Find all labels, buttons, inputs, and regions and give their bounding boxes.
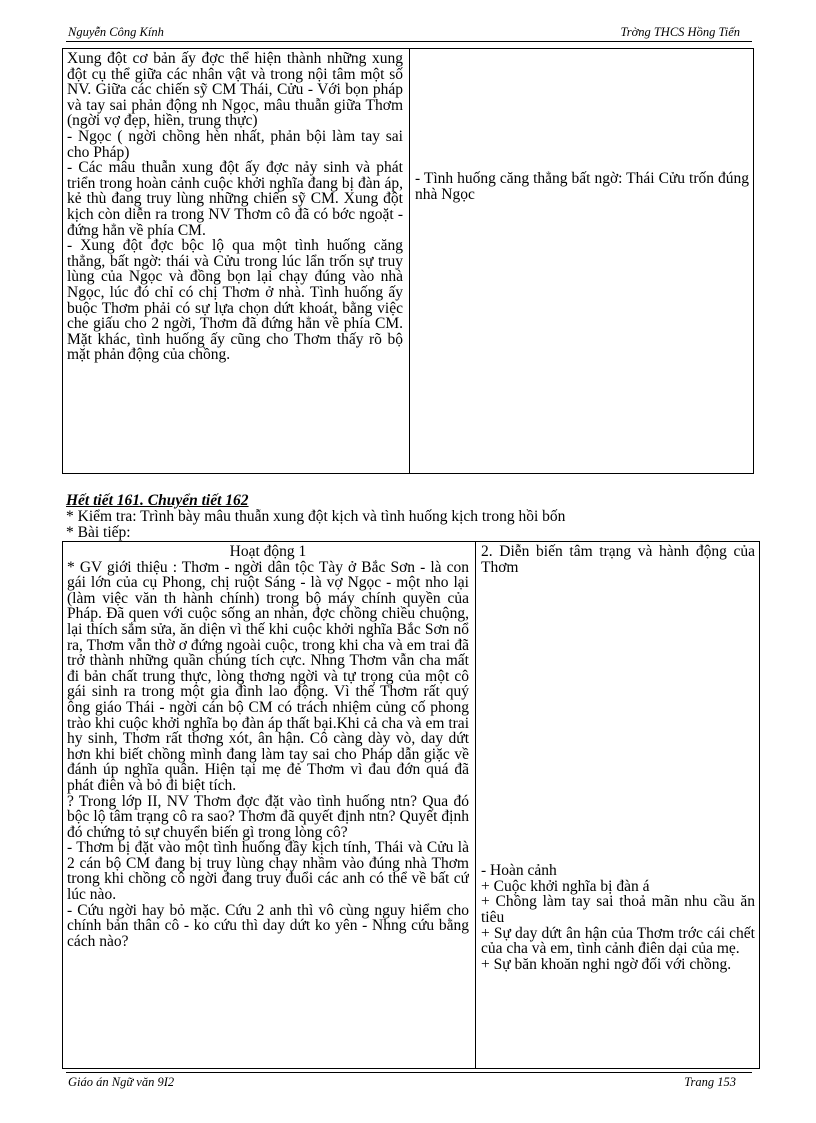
table-2-left-paragraph: - Cứu ngời hay bỏ mặc. Cứu 2 anh thì vô cùng nguy hiểm cho chính bản thân cô - ko cứu thì day dứt ko yên - Nhng cứu bằng cách nào? <box>67 901 469 950</box>
list-item: + Chồng làm tay sai thoả mãn nhu cầu ăn tiêu <box>481 893 755 926</box>
table-2-left-cell <box>67 542 469 1068</box>
table-1-left-cell <box>67 49 403 473</box>
list-item: + Sự băn khoăn nghi ngờ đối với chồng. <box>481 955 732 973</box>
section-heading-2: 2. Diễn biến tâm trạng và hành động của Thơm <box>481 543 755 576</box>
table-1-left-paragraph: - Các mâu thuẫn xung đột ấy đợc nảy sinh và phát triển trong hoàn cảnh cuộc khởi nghĩa đang bị đàn áp, kẻ thù đang truy lùng những chiến sỹ CM. Xung đột kịch còn diễn ra trong NV Thơm cô đã có bớc ngoặt - đứng hẳn về phía CM. <box>67 159 403 239</box>
table-2-left-paragraph: - Thơm bị đặt vào một tình huống đầy kịch tính, Thái và Cửu là 2 cán bộ CM đang bị truy lùng chạy nhầm vào đúng nhà Thơm trong khi chồng cô ngời đang truy đuổi các anh có thể về bất cứ lúc nào. <box>67 839 469 904</box>
list-item: - Hoàn cảnh <box>481 862 557 880</box>
table-2-left-paragraph: * GV giới thiệu : Thơm - ngời dân tộc Tày ở Bắc Sơn - là con gái lớn của cụ Phong, chị ruột Sáng - là vợ Ngọc - một nho lại (làm việc văn th hành chính) trong bộ máy chính quyền của Pháp. Đã quen với cuộc sống an nhàn, đợc chồng chiều chuộng, lại thích sắm sửa, ăn diện vì thế khi cuộc khởi nghĩa Bắc Sơn nổ ra, Thơm vẫn thờ ơ đứng ngoài cuộc, trong khi cha và em trai đã trở thành những quần chúng tích cực. Nhng Thơm vẫn cha mất đi bản chất trung thực, lòng thơng ngời và tự trọng của một cô gái sinh ra trong một gia đình lao động. Vì thế Thơm rất quý ông giáo Thái - ngời cán bộ CM có trách nhiệm củng cố phong trào khi cuộc khởi nghĩa bọ đàn áp thất bại.Khi cả cha và em trai hy sinh, Thơm rất thơng xót, ân hận. Cô càng dày vò, day dứt hơn khi biết chồng mình đang làm tay sai cho Pháp dẫn giặc về đánh úp nghĩa quân. Hiện tại mẹ đẻ Thơm vì đau đớn quá đã phát điên và bỏ đi biệt tích. <box>67 558 469 794</box>
footer-page-number: Trang 153 <box>684 1075 736 1089</box>
activity-heading: Hoạt động 1 <box>229 543 307 560</box>
table-1-right-cell <box>415 49 749 473</box>
list-item: + Cuộc khởi nghĩa bị đàn á <box>481 877 650 895</box>
table-1-column-divider <box>409 49 410 473</box>
lesson-table-1 <box>62 48 754 474</box>
header-school: Trờng THCS Hồng Tiến <box>620 25 740 39</box>
table-1-left-paragraph: - Xung đột đợc bộc lộ qua một tình huống căng thẳng, bất ngờ: thái và Cửu trong lúc lẩn trốn sự truy lùng của Ngọc và đồng bọn lại chạy đúng vào nhà Ngọc, lúc đó chỉ có chị Thơm ở nhà. Tình huống ấy buộc Thơm phải có sự lựa chọn dứt khoát, bằng việc che giấu cho 2 ngời, Thơm đã đứng hẳn về phía CM. Mặt khác, tình huống ấy cũng cho Thơm thấy rõ bộ mặt phản động của chồng. <box>67 237 403 364</box>
table-2-column-divider <box>475 542 476 1068</box>
list-item: + Sự day dứt ân hận của Thơm trớc cái chết của cha và em, tình cảnh điên dại của mẹ. <box>481 924 755 958</box>
table-1-right-note: - Tình huống căng thẳng bất ngờ: Thái Cửu trốn đúng nhà Ngọc <box>415 170 749 203</box>
table-1-left-paragraph: Xung đột cơ bản ấy đợc thể hiện thành những xung đột cụ thể giữa các nhân vật và trong nội tâm một số NV. Giữa các chiến sỹ CM Thái, Cửu - Với bọn pháp và tay sai phản động nh Ngọc, mâu thuẫn giữa Thơm (ngời vợ đẹp, hiền, trung thực) <box>67 50 403 130</box>
page-footer <box>66 1073 752 1091</box>
footer-course: Giáo án Ngữ văn 9I2 <box>68 1075 175 1089</box>
header-rule <box>66 41 752 42</box>
table-2-right-cell <box>481 542 755 1068</box>
page-header <box>66 22 752 42</box>
lesson-table-2 <box>62 541 760 1069</box>
check-line: * Kiểm tra: Trình bày mâu thuẫn xung đột kịch và tình huống kịch trong hồi bốn <box>66 508 566 525</box>
next-lesson-line: * Bài tiếp: <box>66 524 131 541</box>
table-1-left-paragraph: - Ngọc ( ngời chồng hèn nhất, phản bội làm tay sai cho Pháp) <box>67 127 403 161</box>
section-title <box>66 494 766 509</box>
table-2-left-paragraph: ? Trong lớp II, NV Thơm đợc đặt vào tình huống ntn? Qua đó bộc lộ tâm trạng cô ra sao? Thơm đã quyết định ntn? Quyết định đó chứng tỏ sự chuyển biến gì trong lòng cô? <box>67 792 469 841</box>
header-author: Nguyễn Công Kính <box>68 25 164 39</box>
section-title-text: Hết tiết 161. Chuyển tiết 162 <box>66 492 249 509</box>
situation-list <box>481 863 755 972</box>
